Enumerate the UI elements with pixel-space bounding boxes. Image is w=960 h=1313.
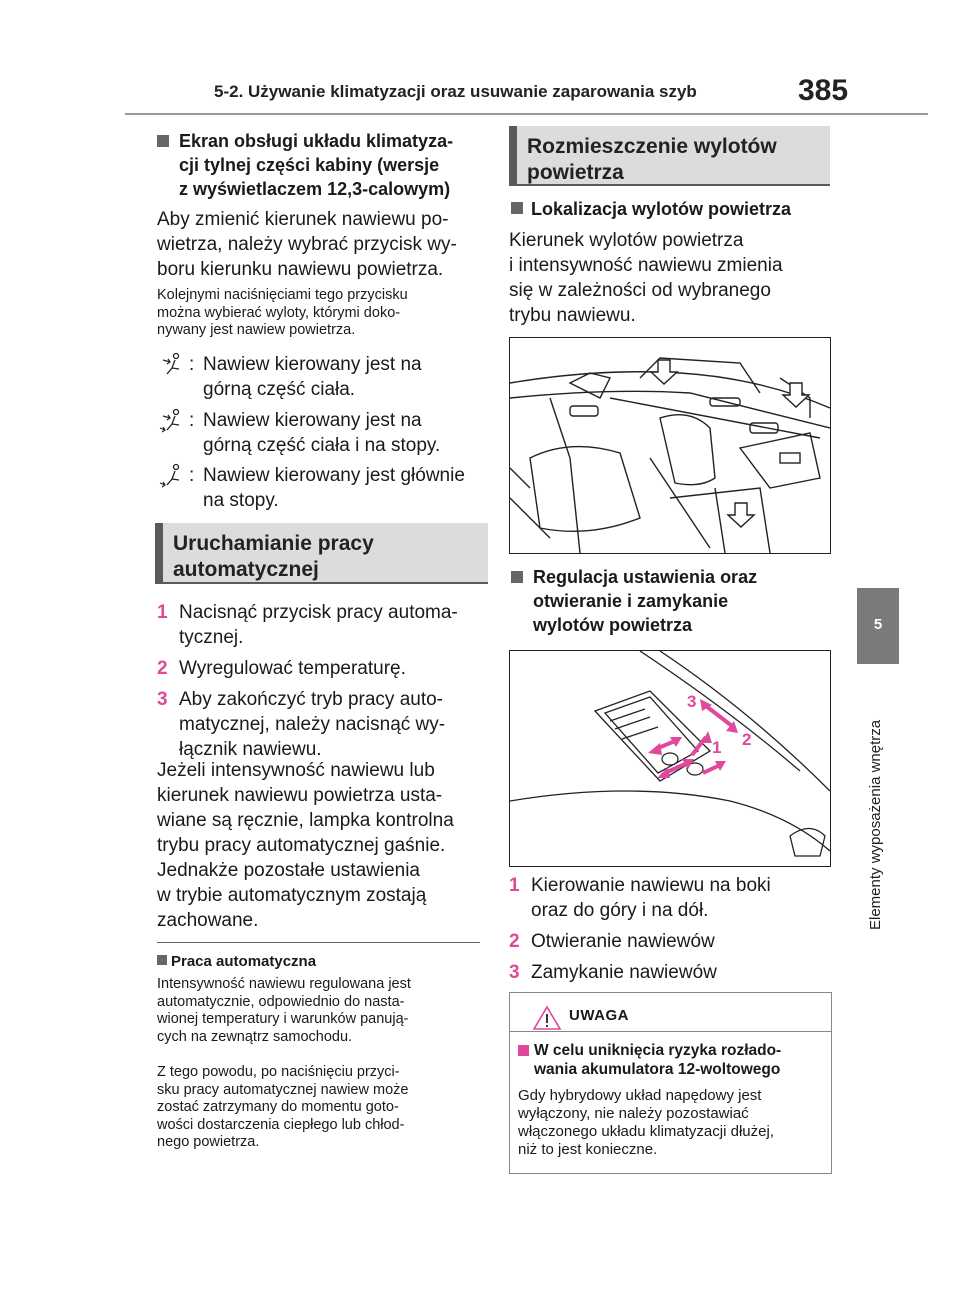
left-para-1 bbox=[157, 207, 487, 282]
text-line: w trybie automatycznym zostają bbox=[157, 885, 427, 906]
step-text: Aby zakończyć tryb pracy auto- bbox=[179, 689, 443, 710]
text-line: Intensywność nawiewu regulowana jest bbox=[157, 976, 411, 992]
item-text: Kierowanie nawiewu na boki bbox=[531, 875, 771, 896]
text-line: Gdy hybrydowy układ napędowy jest bbox=[518, 1087, 762, 1104]
warning-rule bbox=[510, 1031, 831, 1032]
step-text: matycznej, należy nacisnąć wy- bbox=[179, 714, 446, 735]
item-number: 1 bbox=[509, 875, 520, 896]
step-item bbox=[157, 600, 487, 650]
text-line: kierunek nawiewu powietrza usta- bbox=[157, 785, 443, 806]
text-line: włączonego układu klimatyzacji dłużej, bbox=[518, 1123, 774, 1140]
bullet-square bbox=[518, 1045, 529, 1056]
cabin-drawing bbox=[510, 338, 830, 553]
callout-2: 2 bbox=[742, 730, 752, 749]
airflow-upper-body-icon bbox=[161, 352, 185, 378]
text-line: wionej temperatury i warunków panują- bbox=[157, 1011, 409, 1027]
text-line: Aby zmienić kierunek nawiewu po- bbox=[157, 209, 449, 230]
right-heading-2 bbox=[511, 565, 831, 637]
steps-list bbox=[157, 600, 487, 762]
callout-1: 1 bbox=[712, 738, 722, 757]
note-para-1 bbox=[157, 976, 487, 1046]
step-item bbox=[157, 656, 487, 681]
page-number: 385 bbox=[798, 74, 849, 107]
text-line: zachowane. bbox=[157, 910, 259, 931]
chapter-label-wrap bbox=[822, 680, 932, 930]
section-title-line: powietrza bbox=[527, 161, 624, 184]
text-line: się w zależności od wybranego bbox=[509, 280, 771, 301]
left-note-1 bbox=[157, 287, 487, 340]
chapter-tab bbox=[857, 588, 899, 664]
airflow-upper-body-feet-icon bbox=[159, 408, 185, 436]
text-line: nywany jest nawiew powietrza. bbox=[157, 322, 356, 338]
text-line: Kolejnymi naciśnięciami tego przycisku bbox=[157, 287, 408, 303]
mode-text: górną część ciała i na stopy. bbox=[203, 435, 441, 456]
heading-line: cji tylnej części kabiny (wersje bbox=[179, 155, 440, 175]
mode-row-upper-feet: : Nawiew kierowany jest na górną część ciała i na stopy. bbox=[157, 408, 487, 458]
step-number: 2 bbox=[157, 658, 168, 679]
mode-row-upper: : Nawiew kierowany jest na górną część ciała. bbox=[157, 352, 487, 402]
outlet-drawing bbox=[510, 651, 830, 866]
cabin-outlets-illustration bbox=[509, 337, 831, 554]
left-para-2 bbox=[157, 758, 487, 933]
section-title-line: Uruchamianie pracy bbox=[173, 532, 374, 555]
text-line: zostać zatrzymany do momentu goto- bbox=[157, 1099, 399, 1115]
note-heading-text: Praca automatyczna bbox=[171, 953, 317, 970]
step-number: 3 bbox=[157, 689, 168, 710]
step-text: Wyregulować temperaturę. bbox=[179, 658, 406, 679]
text-line: wiane są ręcznie, lampka kontrolna bbox=[157, 810, 454, 831]
bullet-square bbox=[511, 202, 523, 214]
warning-heading bbox=[518, 1041, 828, 1079]
text-line: Jeżeli intensywność nawiewu lub bbox=[157, 760, 435, 781]
warning-text bbox=[518, 1087, 828, 1159]
outlet-items bbox=[509, 873, 829, 985]
outlet-item bbox=[509, 929, 829, 954]
heading-line: otwieranie i zamykanie bbox=[533, 591, 729, 611]
mode-text: na stopy. bbox=[203, 490, 279, 511]
mode-text: górną część ciała. bbox=[203, 379, 356, 400]
text-line: automatycznie, odpowiednio do nasta- bbox=[157, 993, 405, 1010]
section-title-line: automatycznej bbox=[173, 558, 319, 581]
heading-line: wylotów powietrza bbox=[533, 615, 693, 635]
step-text: tycznej. bbox=[179, 627, 244, 648]
mode-row-feet: : Nawiew kierowany jest głównie na stopy. bbox=[157, 463, 487, 513]
right-para-1 bbox=[509, 228, 829, 328]
step-number: 1 bbox=[157, 602, 168, 623]
left-heading-1 bbox=[157, 129, 487, 201]
airflow-feet-icon bbox=[159, 463, 185, 491]
mode-text: Nawiew kierowany jest na bbox=[203, 410, 422, 431]
step-item bbox=[157, 687, 487, 762]
callout-3: 3 bbox=[687, 692, 697, 711]
item-text: Otwieranie nawiewów bbox=[531, 931, 715, 952]
warning-box bbox=[509, 992, 832, 1174]
note-para-2 bbox=[157, 1064, 487, 1152]
header-rule bbox=[125, 113, 928, 115]
bullet-square bbox=[511, 571, 523, 583]
text-line: Jednakże pozostałe ustawienia bbox=[157, 860, 421, 881]
text-line: Kierunek wylotów powietrza bbox=[509, 230, 744, 251]
note-heading bbox=[157, 953, 487, 970]
bullet-square bbox=[157, 955, 167, 965]
heading-line: z wyświetlaczem 12,3-calowym) bbox=[179, 179, 451, 199]
outlet-detail-illustration bbox=[509, 650, 831, 867]
text-line: nego powietrza. bbox=[157, 1134, 260, 1150]
text-line: można wybierać wyloty, którymi doko- bbox=[157, 304, 401, 321]
text-line: niż to jest konieczne. bbox=[518, 1141, 658, 1158]
step-text: łącznik nawiewu. bbox=[179, 739, 322, 760]
chapter-label: Elementy wyposażenia wnętrza bbox=[867, 719, 884, 930]
running-header: 5-2. Używanie klimatyzacji oraz usuwanie zaparowania szyb bbox=[214, 82, 697, 101]
text-line: cych na zewnątrz samochodu. bbox=[157, 1028, 353, 1045]
item-text: Zamykanie nawiewów bbox=[531, 962, 717, 983]
section-title-line: Rozmieszczenie wylotów bbox=[527, 135, 777, 158]
text-line: trybu nawiewu. bbox=[509, 305, 636, 326]
item-number: 2 bbox=[509, 931, 520, 952]
heading-line: Regulacja ustawienia oraz bbox=[533, 567, 758, 587]
text-line: trybu pracy automatycznej gaśnie. bbox=[157, 835, 446, 856]
chapter-number: 5 bbox=[873, 616, 883, 633]
step-text: Nacisnąć przycisk pracy automa- bbox=[179, 602, 458, 623]
text-line: wyłączony, nie należy pozostawiać bbox=[518, 1105, 749, 1122]
item-number: 3 bbox=[509, 962, 520, 983]
heading-line: Ekran obsługi układu klimatyza- bbox=[179, 131, 454, 151]
note-divider bbox=[157, 942, 480, 943]
mode-text: Nawiew kierowany jest na bbox=[203, 354, 422, 375]
item-text: oraz do góry i na dół. bbox=[531, 900, 709, 921]
text-line: boru kierunku nawiewu powietrza. bbox=[157, 259, 444, 280]
text-line: Z tego powodu, po naciśnięciu przyci- bbox=[157, 1064, 400, 1080]
section-heading-auto bbox=[155, 523, 488, 584]
section-heading-outlets bbox=[509, 126, 830, 186]
warning-triangle-icon bbox=[532, 1005, 562, 1031]
warning-title: UWAGA bbox=[569, 1007, 629, 1024]
text-line: wietrza, należy wybrać przycisk wy- bbox=[157, 234, 457, 255]
text-line: wości dostarczenia ciepłego lub chłod- bbox=[157, 1116, 405, 1133]
text-line: sku pracy automatycznej nawiew może bbox=[157, 1081, 409, 1098]
mode-text: Nawiew kierowany jest głównie bbox=[203, 465, 465, 486]
heading-text: Lokalizacja wylotów powietrza bbox=[531, 199, 792, 219]
outlet-item bbox=[509, 873, 829, 923]
heading-line: W celu uniknięcia ryzyka rozłado- bbox=[534, 1042, 782, 1059]
right-heading-1 bbox=[511, 197, 831, 221]
outlet-item bbox=[509, 960, 829, 985]
text-line: i intensywność nawiewu zmienia bbox=[509, 255, 783, 276]
heading-line: wania akumulatora 12-woltowego bbox=[534, 1061, 781, 1078]
bullet-square bbox=[157, 135, 169, 147]
